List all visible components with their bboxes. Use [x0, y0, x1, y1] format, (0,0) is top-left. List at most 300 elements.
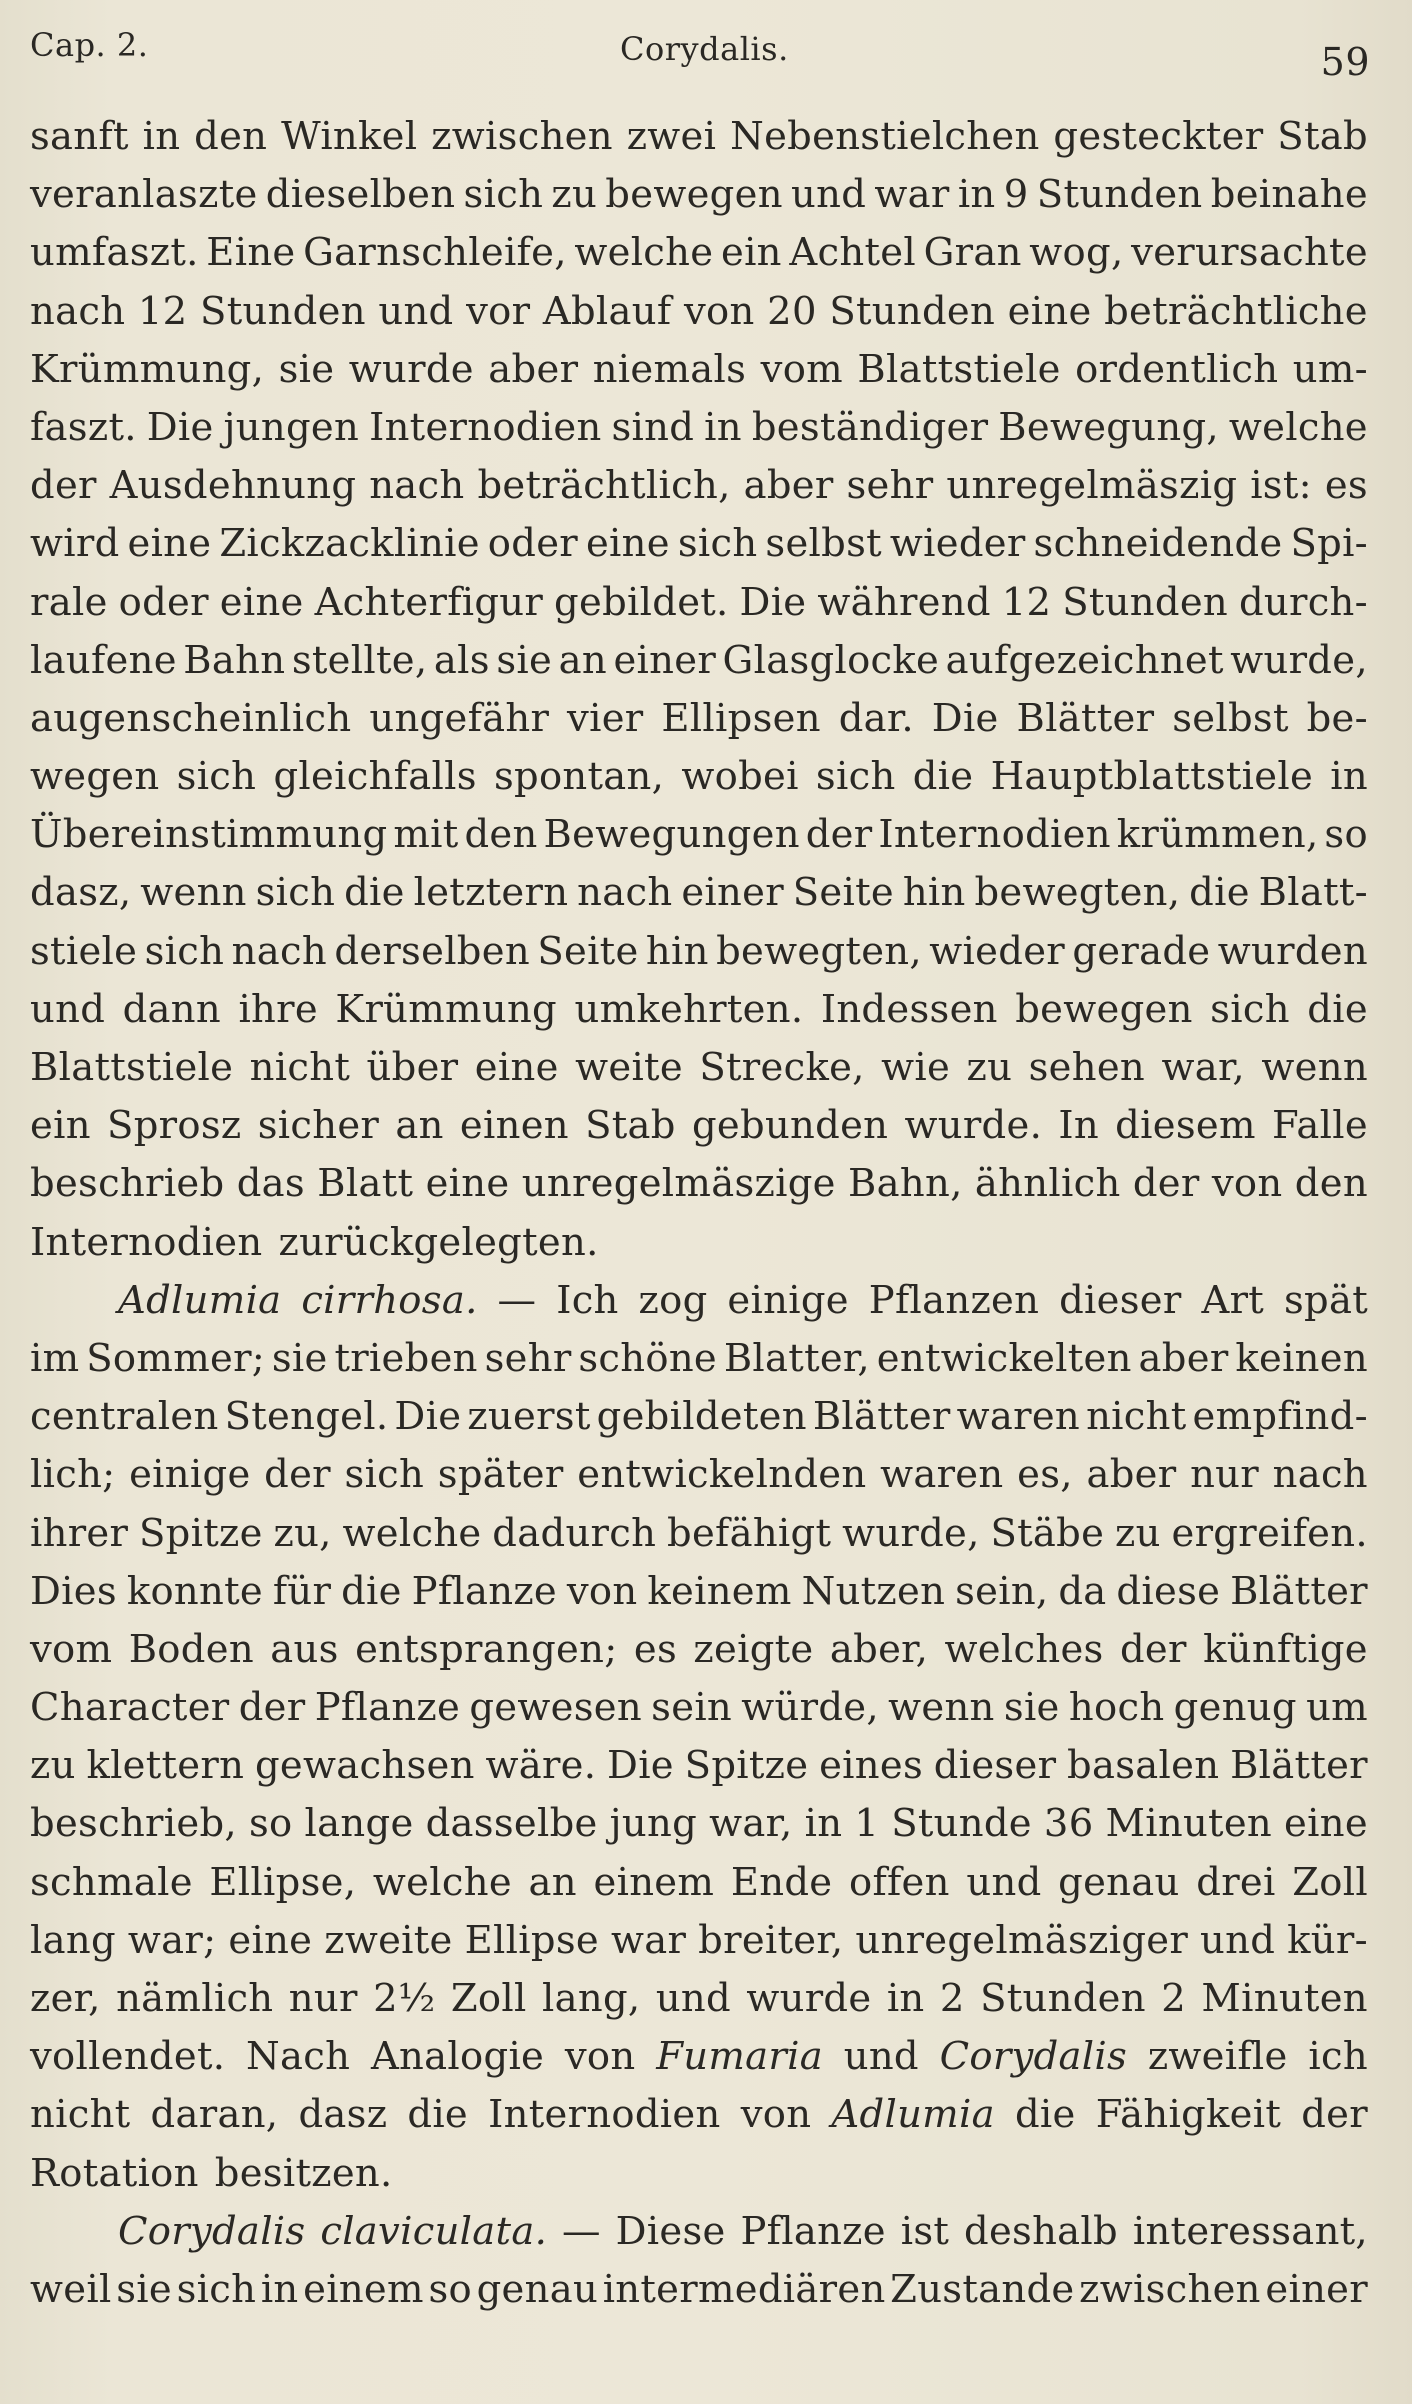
word: in [957, 172, 996, 218]
word: Pflanze [740, 2208, 886, 2254]
word: gewesen [469, 1685, 642, 1731]
word: zeigte [693, 1626, 814, 1672]
text-line [30, 283, 1368, 341]
italic-word: claviculata. [320, 2208, 548, 2254]
word: Sprosz [107, 1103, 242, 1149]
text-line [30, 2028, 1368, 2086]
word: bewegten, [974, 870, 1181, 916]
word: unregelmäszige [521, 1161, 836, 1207]
word: derselben [334, 928, 530, 974]
word: dasz, [30, 870, 132, 916]
word: Krümmung [335, 986, 558, 1032]
word: 20 [767, 288, 817, 334]
word: bewegten, [716, 928, 922, 974]
italic-word: Corydalis [118, 2208, 306, 2254]
word: den [194, 114, 268, 159]
word: veranlaszte [30, 172, 258, 218]
word: welche [372, 1859, 512, 1905]
text-line [30, 1446, 1368, 1504]
word: sich [144, 928, 225, 974]
word: in [804, 1801, 843, 1847]
word: eine [127, 521, 212, 567]
word: waren [880, 1452, 1004, 1498]
word: und [1200, 1917, 1276, 1963]
word: 12 [137, 288, 188, 334]
word: sehr [846, 463, 934, 509]
word: rale [30, 579, 108, 625]
italic-word: Fumaria [656, 2034, 823, 2080]
text-line [30, 2145, 1368, 2203]
word: wurden [1217, 928, 1368, 974]
italic-word: Adlumia [118, 1277, 282, 1323]
word: unregelmäsziger [855, 1917, 1189, 1963]
word: Stunden [1062, 579, 1229, 625]
word: die [1014, 2092, 1076, 2138]
word: waren [956, 1394, 1081, 1440]
word: sich [677, 521, 758, 567]
page-number: 59 [1320, 40, 1370, 84]
word: der [805, 812, 873, 858]
word: Blätter [1016, 695, 1155, 741]
word: sie [1003, 1685, 1060, 1731]
text-line [30, 1795, 1368, 1853]
word: eines [819, 1743, 924, 1789]
text-line [30, 1505, 1368, 1563]
word: wurde [348, 346, 474, 392]
word: da [1058, 1568, 1107, 1614]
word: vor [466, 288, 531, 334]
word: beinahe [1210, 172, 1368, 218]
text-line [30, 2203, 1368, 2261]
word: Hauptblattstiele [990, 754, 1314, 800]
word: die [407, 2092, 469, 2138]
word: für [272, 1568, 332, 1614]
word: sich [463, 172, 544, 218]
word: Übereinstimmung [30, 812, 388, 858]
word: einem [303, 2266, 424, 2312]
word: sind [611, 404, 695, 450]
word: Zustande [890, 2266, 1075, 2312]
word: In [1058, 1103, 1099, 1149]
word: Die [931, 695, 999, 741]
text-line [30, 1563, 1368, 1621]
word: Achterfigur [314, 579, 544, 625]
word: daran, [150, 2092, 279, 2138]
word: Glasglocke [722, 637, 940, 683]
word: bewegen [605, 172, 783, 218]
word: Ellipse [464, 1917, 599, 1963]
word: war; [127, 1917, 217, 1963]
word: von [740, 2092, 812, 2138]
word: Ellipse, [209, 1859, 357, 1905]
word: ein [720, 230, 782, 276]
word: und [378, 288, 454, 334]
word: nach [369, 463, 465, 509]
word: sie [278, 346, 335, 392]
word: die [1189, 870, 1250, 916]
word: intermediären [602, 2266, 886, 2312]
word: 12 [1001, 579, 1052, 625]
word: ergreifen. [1171, 1510, 1368, 1556]
text-line [30, 864, 1368, 922]
word: als [433, 637, 490, 683]
word: Stab [1277, 114, 1368, 159]
word: so [428, 2266, 472, 2312]
word: Ablauf [542, 288, 672, 334]
chapter-label: Cap. 2. [30, 26, 149, 64]
word: welche [342, 1510, 482, 1556]
word: eine [474, 1045, 559, 1090]
word: sie [271, 1335, 328, 1381]
word: an [395, 1103, 444, 1149]
word: Rotation [30, 2150, 199, 2196]
word: Nutzen [801, 1568, 946, 1614]
word: interessant, [1132, 2208, 1368, 2254]
word: Internodien [30, 1219, 263, 1265]
word: Eine [206, 230, 296, 276]
text-line [30, 981, 1368, 1039]
word: lange [304, 1801, 414, 1847]
word: aus [270, 1626, 339, 1672]
word: Bewegungen [543, 812, 800, 858]
word: krümmen, [1116, 812, 1319, 858]
word: sein, [955, 1568, 1049, 1614]
word: 1 [854, 1801, 880, 1847]
word: Seite [792, 870, 894, 916]
word: zwischen [1079, 2266, 1261, 2312]
word: zu [30, 1743, 76, 1789]
word: jung [609, 1801, 698, 1847]
word: faszt. [30, 404, 137, 450]
word: wenn [1261, 1045, 1368, 1090]
word: besitzen. [214, 2150, 393, 2196]
word: ich [1308, 2034, 1368, 2080]
word: von [564, 2034, 636, 2080]
word: wird [30, 521, 120, 567]
word: zu [966, 1045, 1013, 1090]
word: Falle [1271, 1103, 1368, 1149]
word: wurde, [842, 1510, 980, 1556]
word: eine [1007, 288, 1092, 334]
word: sich [815, 754, 896, 800]
word: der [1132, 1161, 1200, 1207]
word: beträchtliche [1104, 288, 1368, 334]
word: nur [288, 1976, 358, 2021]
word: einem [593, 1859, 715, 1905]
word: laufene [30, 637, 177, 683]
word: — [561, 2208, 601, 2254]
word: wieder [929, 928, 1065, 974]
word: zu [1115, 1510, 1161, 1556]
word: nach [577, 870, 673, 916]
word: Stäbe [990, 1510, 1105, 1556]
word: Gran [923, 230, 1022, 276]
word: spät [1283, 1277, 1368, 1323]
word: Blatter, [723, 1335, 870, 1381]
word: würde, [741, 1685, 879, 1731]
word: an [528, 1859, 577, 1905]
word: sicher [257, 1103, 380, 1149]
word: Die [607, 1743, 674, 1789]
word: 36 [1043, 1801, 1094, 1847]
word: Stunden [200, 288, 366, 334]
text-line [30, 341, 1368, 399]
word: Stengel. [224, 1394, 389, 1440]
word: entsprangen; [355, 1626, 618, 1672]
word: nach [231, 928, 327, 974]
italic-word: Adlumia [831, 2092, 995, 2138]
word: breiter, [698, 1917, 844, 1963]
word: wieder [889, 521, 1026, 567]
word: einige [727, 1277, 849, 1323]
word: offen [848, 1859, 950, 1905]
word: diesem [1115, 1103, 1256, 1149]
word: Zoll [1292, 1859, 1368, 1905]
word: welche [1228, 404, 1368, 450]
word: eine [1284, 1801, 1368, 1847]
text-line [30, 1621, 1368, 1679]
word: Die [146, 404, 214, 450]
word: zer, [30, 1976, 101, 2021]
word: hin [902, 870, 966, 916]
word: Die [394, 1394, 462, 1440]
word: über [366, 1045, 459, 1090]
word: einer [613, 637, 717, 683]
word: Blattstiele [30, 1045, 234, 1090]
word: Pflanzen [868, 1277, 1040, 1323]
word: Internodien [488, 2092, 721, 2138]
word: zwei [626, 114, 717, 159]
word: und [843, 2034, 919, 2080]
word: empfind- [1192, 1394, 1368, 1440]
word: dieser [933, 1743, 1057, 1789]
word: Sommer; [86, 1335, 266, 1381]
word: sein [651, 1685, 733, 1731]
word: nicht [30, 2092, 131, 2138]
word: vier [567, 695, 644, 741]
word: im [30, 1335, 80, 1381]
word: einen [459, 1103, 569, 1149]
text-line [30, 1097, 1368, 1155]
word: sich [176, 2266, 257, 2312]
word: Spitze [139, 1510, 263, 1556]
text-line [30, 108, 1368, 166]
word: sehr [484, 1335, 572, 1381]
word: und [966, 1859, 1042, 1905]
word: wurde. [904, 1103, 1043, 1149]
word: ordentlich [1075, 346, 1279, 392]
word: zweite [324, 1917, 453, 1963]
word: in [142, 114, 181, 159]
word: die [344, 870, 405, 916]
word: nicht [1086, 1394, 1187, 1440]
text-line [30, 2261, 1368, 2319]
text-line [30, 632, 1368, 690]
word: vollendet. [30, 2034, 226, 2080]
text-line [30, 1214, 1368, 1272]
text-line [30, 2086, 1368, 2144]
word: die [341, 1568, 402, 1614]
word: Pflanze [411, 1568, 557, 1614]
word: um- [1292, 346, 1368, 392]
word: genau [1058, 1859, 1180, 1905]
word: beständiger [751, 404, 989, 450]
word: wobei [681, 754, 799, 800]
word: später [437, 1452, 564, 1498]
word: in [886, 1976, 925, 2021]
word: eine [585, 521, 670, 567]
word: so [248, 1801, 293, 1847]
word: zweifle [1147, 2034, 1288, 2080]
word: lang [30, 1917, 116, 1963]
word: welches [944, 1626, 1104, 1672]
text-line [30, 1039, 1368, 1097]
word: Analogie [370, 2034, 545, 2080]
word: aber, [829, 1626, 929, 1672]
word: in [704, 404, 742, 450]
word: — [497, 1277, 537, 1323]
word: das [236, 1161, 305, 1207]
word: schmale [30, 1859, 193, 1905]
word: eine [228, 1917, 313, 1963]
word: gebildeten [596, 1394, 807, 1440]
word: beträchtlich, [477, 463, 731, 509]
word: diese [1116, 1568, 1221, 1614]
word: ihre [238, 986, 318, 1032]
word: einer [1265, 2266, 1368, 2312]
word: Ende [730, 1859, 833, 1905]
word: schneidende [1033, 521, 1283, 567]
word: dar. [838, 695, 914, 741]
word: wurde [746, 1976, 872, 2021]
word: bewegen [1015, 986, 1193, 1032]
word: Winkel [281, 114, 418, 159]
word: aufgezeichnet [945, 637, 1224, 683]
italic-word: Corydalis [939, 2034, 1128, 2080]
word: wenn [140, 870, 247, 916]
word: Stunden [1036, 172, 1203, 218]
word: von [566, 1568, 638, 1614]
word: nicht [249, 1045, 351, 1090]
word: lich; [30, 1452, 116, 1498]
word: sich [176, 754, 257, 800]
word: gebildet. [554, 579, 729, 625]
word: war, [709, 1801, 793, 1847]
word: war [610, 1917, 687, 1963]
word: trieben [334, 1335, 478, 1381]
word: entwickelten [876, 1335, 1132, 1381]
word: Spitze [684, 1743, 809, 1789]
word: genug [1173, 1685, 1297, 1731]
text-line [30, 1737, 1368, 1795]
word: vom [760, 346, 843, 392]
word: dadurch [492, 1510, 657, 1556]
text-line [30, 1155, 1368, 1213]
word: zu, [273, 1510, 332, 1556]
word: wäre. [485, 1743, 597, 1789]
word: stiele [30, 928, 138, 974]
word: selbst [1172, 695, 1289, 741]
running-title: Corydalis. [620, 30, 789, 68]
word: in [260, 2266, 299, 2312]
word: sie [496, 637, 553, 683]
word: Zoll [450, 1976, 527, 2021]
word: Ellipsen [661, 695, 821, 741]
word: basalen [1067, 1743, 1220, 1789]
text-line [30, 166, 1368, 224]
text-line [30, 1330, 1368, 1388]
word: Internodien [878, 812, 1111, 858]
word: Die [739, 579, 807, 625]
word: Internodien [369, 404, 602, 450]
text-line [30, 515, 1368, 573]
word: Achtel [789, 230, 916, 276]
word: Dies [30, 1568, 117, 1614]
word: Blatt- [1258, 870, 1368, 916]
word: nur [1190, 1452, 1259, 1498]
word: Stunden [829, 288, 996, 334]
text-line [30, 224, 1368, 282]
word: konnte [126, 1568, 263, 1614]
word: umkehrten. [574, 986, 804, 1032]
word: wie [881, 1045, 951, 1090]
word: niemals [592, 346, 747, 392]
word: be- [1306, 695, 1368, 741]
word: nämlich [116, 1976, 274, 2021]
word: zog [638, 1277, 708, 1323]
word: Blätter [1230, 1743, 1368, 1789]
word: während [817, 579, 991, 625]
word: spontan, [493, 754, 665, 800]
word: nach [1272, 1452, 1368, 1498]
word: schöne [578, 1335, 718, 1381]
word: künftige [1203, 1626, 1368, 1672]
word: ähnlich [974, 1161, 1121, 1207]
word: deshalb [964, 2208, 1118, 2254]
body-text [30, 108, 1368, 2319]
text-line [30, 1970, 1368, 2028]
word: es [1324, 463, 1368, 509]
word: keinen [1235, 1335, 1368, 1381]
word: gesteckter [1053, 114, 1264, 159]
word: zuerst [467, 1394, 591, 1440]
word: zurückgelegten. [278, 1219, 599, 1265]
word: wenn [888, 1685, 995, 1731]
word: dieser [1059, 1277, 1182, 1323]
word: zwischen [431, 114, 613, 159]
word: beschrieb [30, 1161, 225, 1207]
word: Pflanze [314, 1685, 461, 1731]
word: klettern [86, 1743, 245, 1789]
running-head [30, 26, 1370, 84]
text-line [30, 574, 1368, 632]
word: Stunden [980, 1976, 1146, 2021]
word: welche [574, 230, 714, 276]
word: an [558, 637, 607, 683]
word: Stab [585, 1103, 676, 1149]
word: entwickelnden [577, 1452, 867, 1498]
word: Seite [537, 928, 639, 974]
word: gleichfalls [273, 754, 477, 800]
word: Blätter [1230, 1568, 1368, 1614]
word: und [30, 986, 106, 1032]
word: dieselben [265, 172, 456, 218]
word: jungen [223, 404, 360, 450]
word: eine [219, 579, 304, 625]
text-line [30, 1679, 1368, 1737]
word: ihrer [30, 1510, 129, 1556]
word: kür- [1287, 1917, 1368, 1963]
